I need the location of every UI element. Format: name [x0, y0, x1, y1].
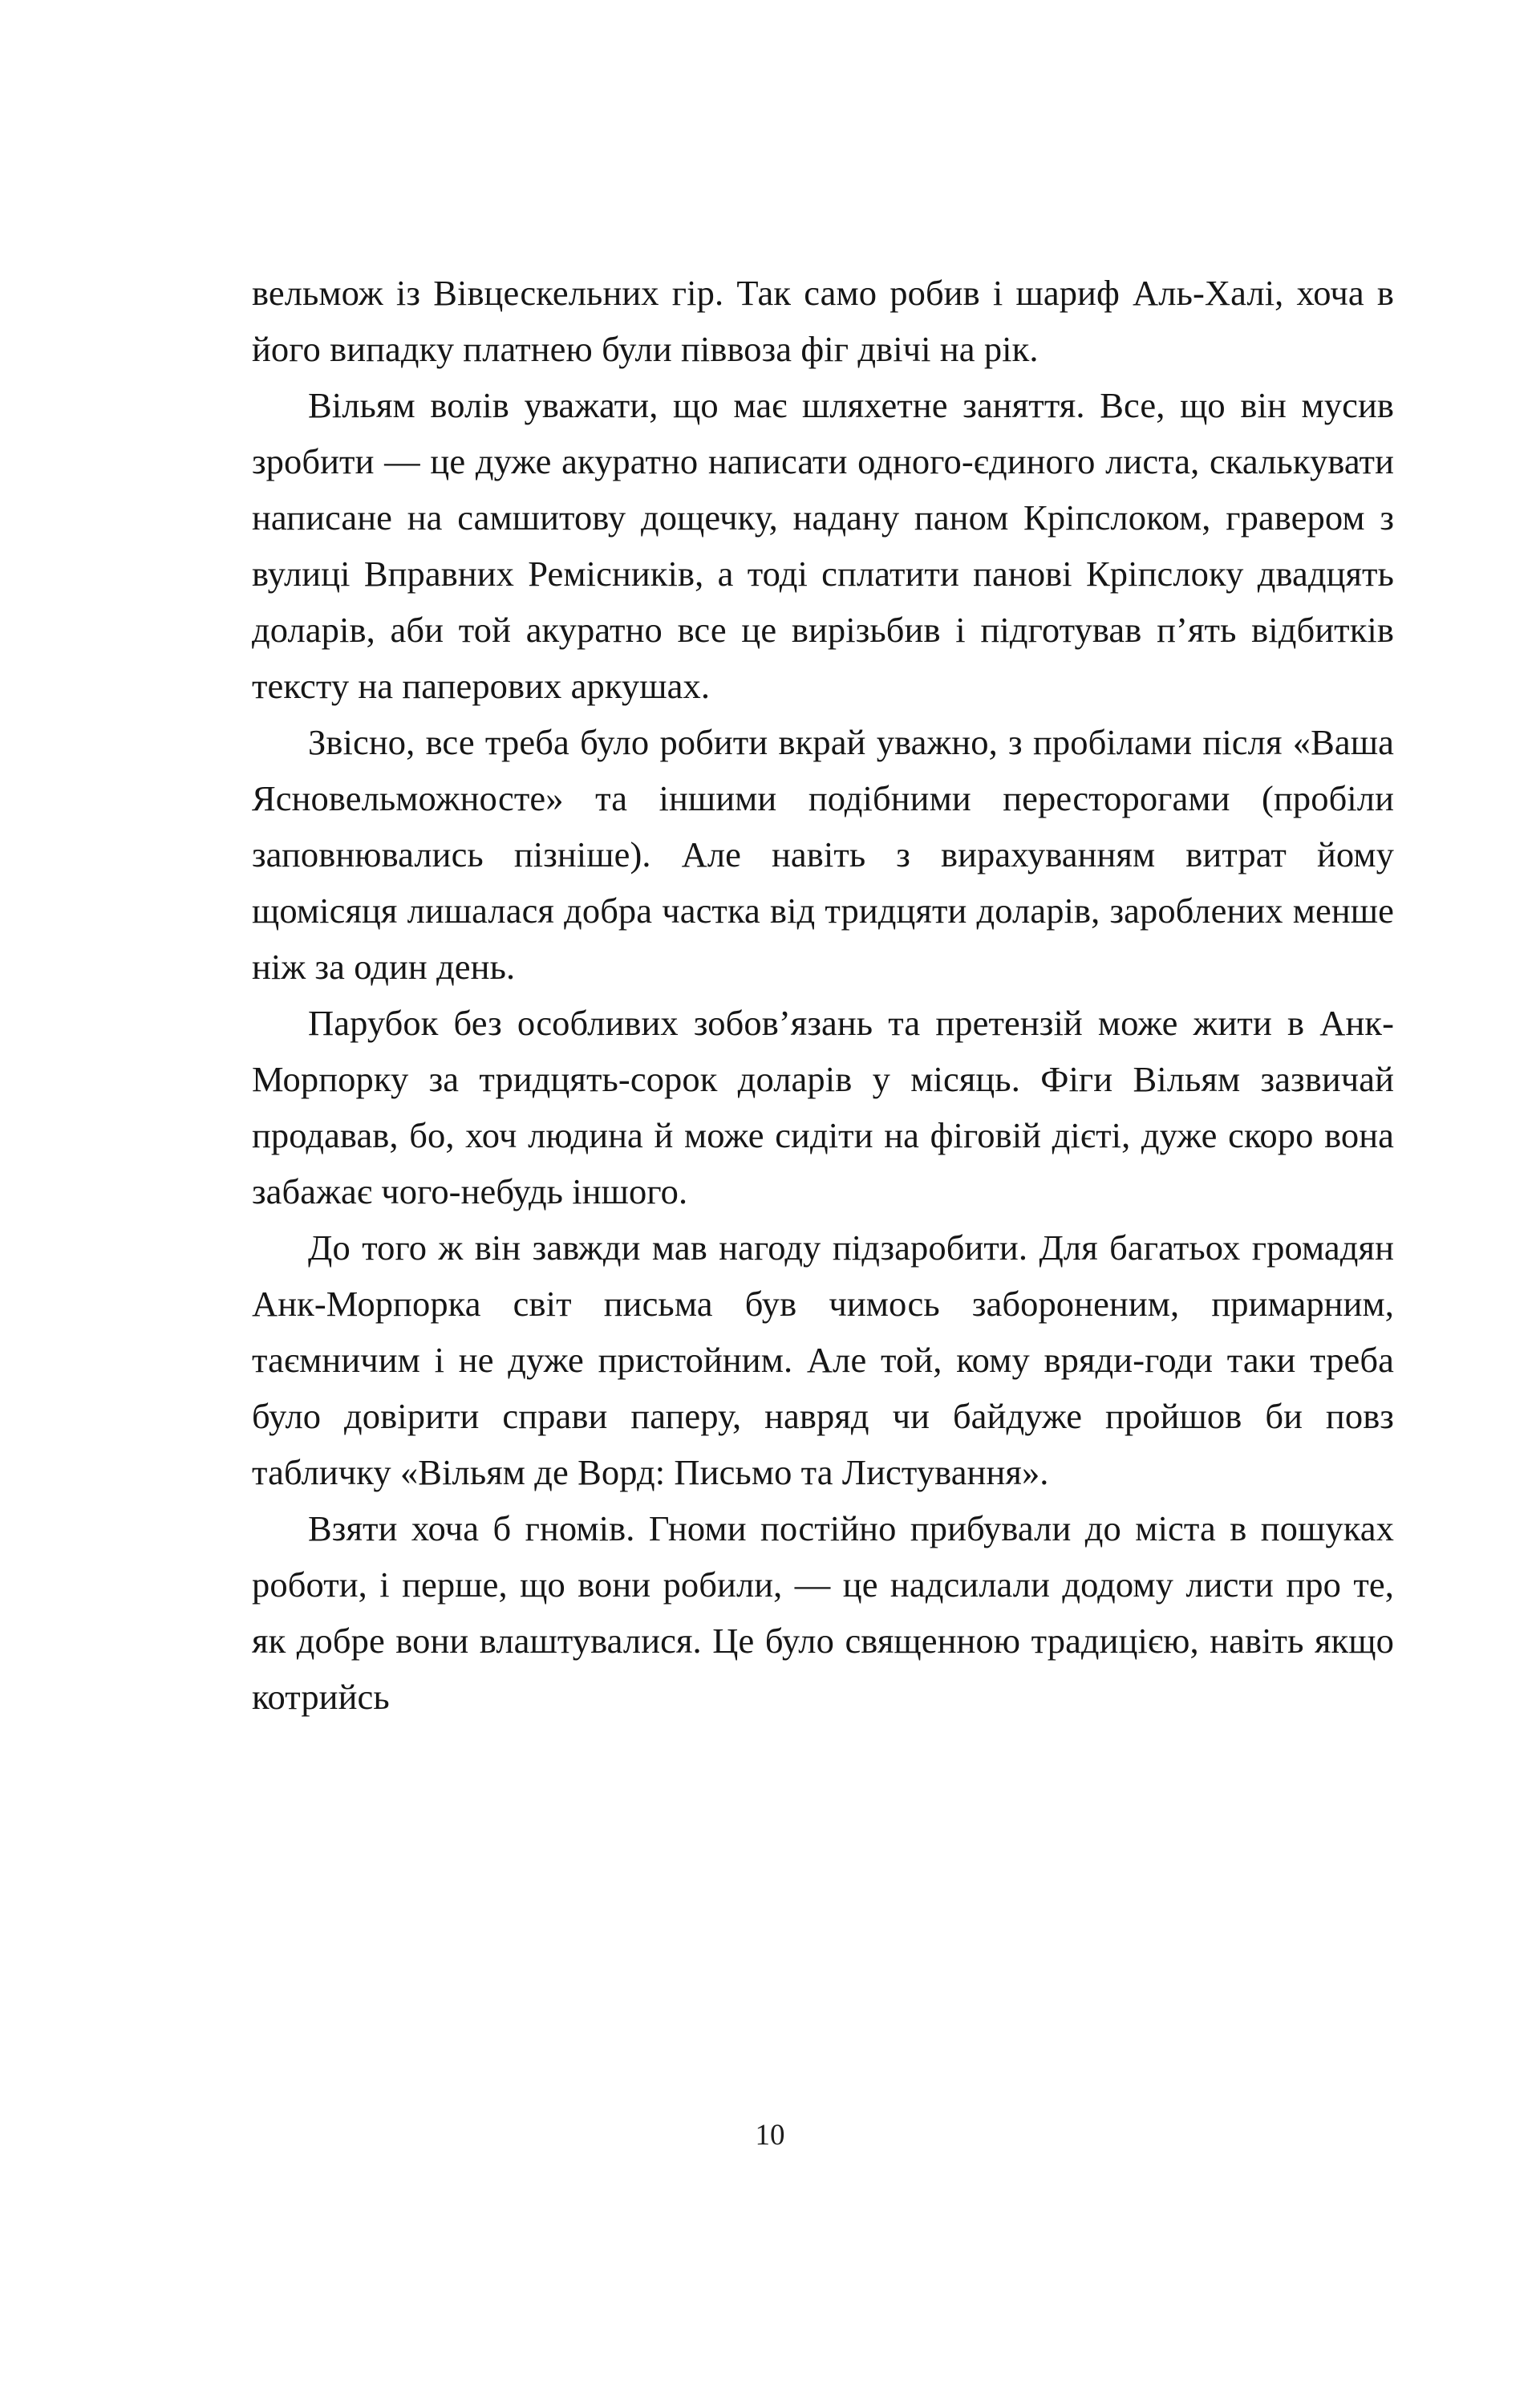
paragraph-2: Вільям волів уважати, що має шляхетне заняття. Все, що він мусив зробити — це дуже акуратно написати одного-єдиного листа, скалькувати написане на самшитову дощечку, надану паном Кріпслоком, гравером з вулиці Вправних Ремісників, а тоді сплатити панові Кріпслоку двадцять доларів, аби той акуратно все це вирізьбив і підготував п’ять відбитків тексту на паперових аркушах. — [252, 385, 1394, 706]
paragraph-1: вельмож із Вівцескельних гір. Так само робив і шариф Аль-Халі, хоча в його випадку платнею були піввоза фіг двічі на рік. — [252, 273, 1394, 369]
paragraph-5: До того ж він завжди мав нагоду підзаробити. Для багатьох громадян Анк-Морпорка світ письма був чимось забороненим, примарним, таємничим і не дуже пристойним. Але той, кому вряди-годи таки треба було довірити справи паперу, навряд чи байдуже пройшов би повз табличку «Вільям де Ворд: Письмо та Листування». — [252, 1227, 1394, 1492]
paragraph-3: Звісно, все треба було робити вкрай уважно, з пробілами після «Ваша Ясновельможносте» та іншими подібними пересторогами (пробіли заповнювались пізніше). Але навіть з вирахуванням витрат йому щомісяця лишалася добра частка від тридцяти доларів, зароблених менше ніж за один день. — [252, 722, 1394, 987]
page-number: 10 — [755, 2119, 785, 2152]
paragraph-6: Взяти хоча б гномів. Гноми постійно прибували до міста в пошуках роботи, і перше, що вони робили, — це надсилали додому листи про те, як добре вони влаштувалися. Це було священною традицією, навіть якщо котрийсь — [252, 1508, 1394, 1717]
paragraph-4: Парубок без особливих зобов’язань та претензій може жити в Анк-Морпорку за тридцять-сорок доларів у місяць. Фіги Вільям зазвичай продавав, бо, хоч людина й може сидіти на фіговій дієті, дуже скоро вона забажає чого-небудь іншого. — [252, 1003, 1394, 1211]
page-text-block — [252, 265, 1394, 1725]
